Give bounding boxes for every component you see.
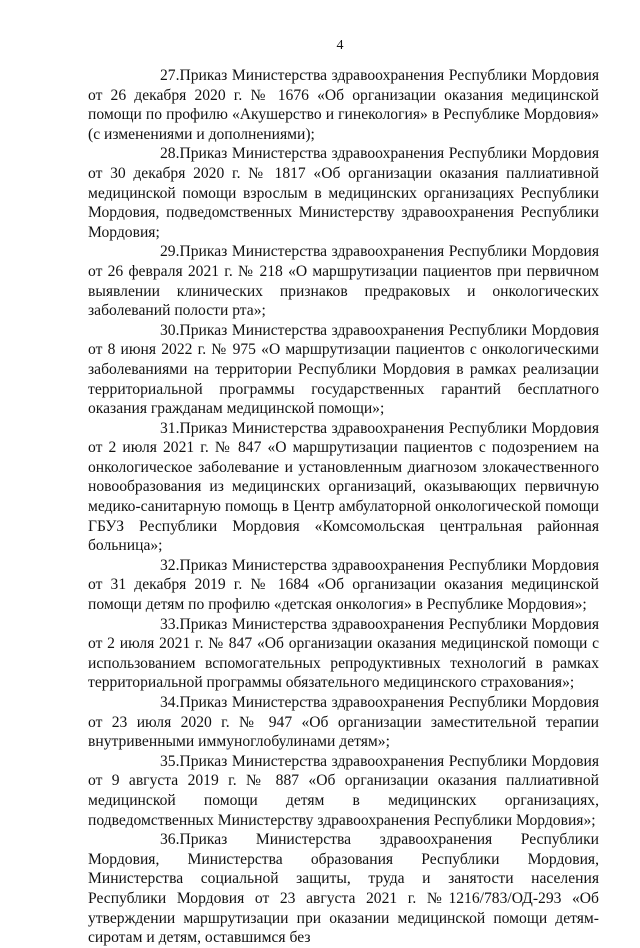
item-text: Приказ Министерства здравоохранения Республики Мордовия от 30 декабря 2020 г. № 1817 «Об организации оказания паллиативной медицинской помощи взрослым в медицинских организациях Республики Мордовия, подведомственных Министерству здравоохранения Республики Мордовия; <box>88 145 599 241</box>
item-number: 27. <box>160 67 180 84</box>
item-text: Приказ Министерства здравоохранения Республики Мордовия от 26 февраля 2021 г. № 218 «О маршрутизации пациентов при первичном выявлении клинических признаков предраковых и онкологических заболеваний полости рта»; <box>88 243 599 320</box>
item-number: 36. <box>160 831 180 849</box>
item-number: 34. <box>160 694 180 711</box>
list-item <box>88 144 599 242</box>
list-item <box>88 242 599 320</box>
page-number: 4 <box>336 38 344 53</box>
item-text: Приказ Министерства здравоохранения Республики Мордовия от 2 июля 2021 г. № 847 «Об организации оказания медицинской помощи с использованием вспомогательных репродуктивных технологий в рамках территориальной программы обязательного медицинского страхования»; <box>88 615 599 692</box>
list-item <box>88 693 599 752</box>
item-number: 32. <box>160 556 180 574</box>
item-text: Приказ Министерства здравоохранения Республики Мордовия от 2 июля 2021 г. № 847 «О маршрутизации пациентов с подозрением на онкологическое заболевание и установленным диагнозом злокачественного новообразования из медицинских организаций, оказывающих первичную медико-санитарную помощь в Центр амбулаторной онкологической помощи ГБУЗ Республики Мордовия «Комсомольская центральная районная больница»; <box>88 419 599 555</box>
item-text: Приказ Министерства здравоохранения Республики Мордовия от 9 августа 2019 г. № 887 «Об организации оказания паллиативной медицинской помощи детям в медицинских организациях, подведомственных Министерству здравоохранения Республики Мордовия»; <box>88 752 599 829</box>
item-number: 35. <box>160 752 180 770</box>
item-number: 31. <box>160 419 180 437</box>
document-body <box>88 66 599 948</box>
list-item <box>88 752 599 830</box>
list-item <box>88 830 599 948</box>
list-item <box>88 556 599 615</box>
item-text: Приказ Министерства здравоохранения Республики Мордовия от 26 декабря 2020 г. № 1676 «Об организации оказания медицинской помощи по профилю «Акушерство и гинекология» в Республике Мордовия» (с изменениями и дополнениями); <box>88 67 599 143</box>
item-text: Приказ Министерства здравоохранения Республики Мордовия, Министерства образования Республики Мордовия, Министерства социальной защиты, труда и занятости населения Республики Мордовия от 23 августа 2021 г. №1216/783/ОД-293 «Об утверждении маршрутизации при оказании медицинской помощи детям-сиротам и детям, оставшимся без <box>88 831 599 947</box>
item-text: Приказ Министерства здравоохранения Республики Мордовия от 8 июня 2022 г. № 975 «О маршрутизации пациентов с онкологическими заболеваниями на территории Республики Мордовия в рамках реализации территориальной программы государственных гарантий бесплатного оказания гражданам медицинской помощи»; <box>88 321 599 418</box>
item-text: Приказ Министерства здравоохранения Республики Мордовия от 31 декабря 2019 г. № 1684 «Об организации оказания медицинской помощи детям по профилю «детская онкология» в Республике Мордовия»; <box>88 556 599 614</box>
item-number: 33. <box>160 615 180 633</box>
item-number: 28. <box>160 145 180 163</box>
item-text: Приказ Министерства здравоохранения Республики Мордовия от 23 июля 2020 г. № 947 «Об организации заместительной терапии внутривенными иммуноглобулинами детям»; <box>88 694 599 751</box>
list-item <box>88 419 599 556</box>
list-item <box>88 615 599 693</box>
item-number: 29. <box>160 243 180 261</box>
list-item <box>88 321 599 419</box>
list-item <box>88 66 599 144</box>
item-number: 30. <box>160 321 180 339</box>
